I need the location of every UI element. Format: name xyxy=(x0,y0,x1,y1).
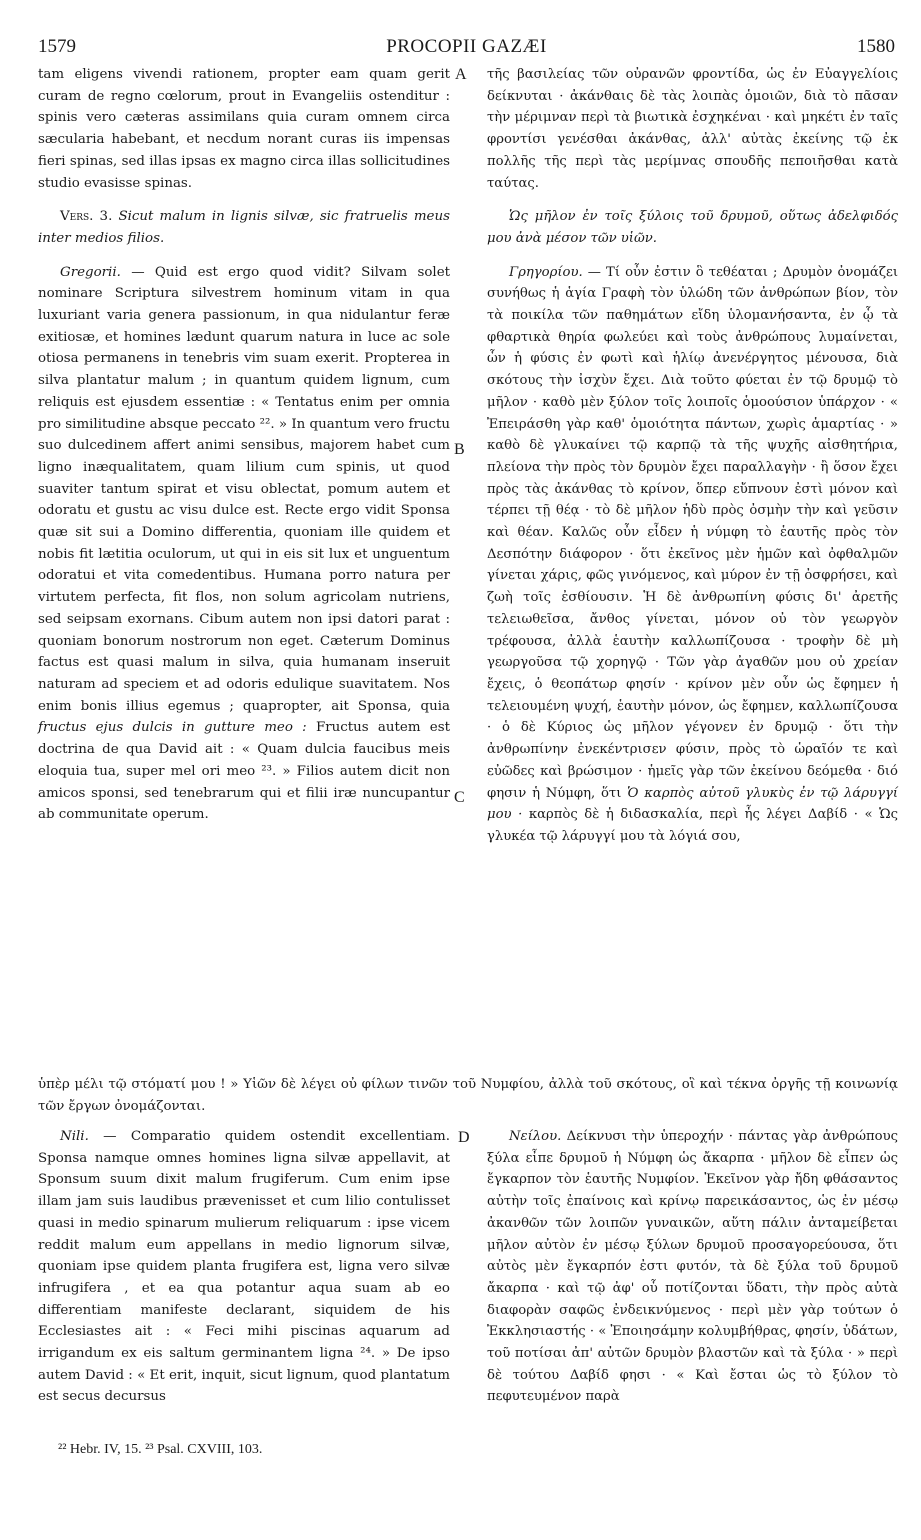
spanning-text: ὑπὲρ μέλι τῷ στόματί μου ! » Υἱῶν δὲ λέγει οὐ φίλων τινῶν τοῦ Νυμφίου, ἀλλὰ τοῦ σκότους, οἳ καὶ τέκνα ὀργῆς τῇ κοινωνίᾳ τῶν ἔργων ὀνομάζονται. xyxy=(38,1077,898,1114)
greek-column xyxy=(487,64,898,848)
margin-marker-d: D xyxy=(458,1129,470,1146)
page-title: PROCOPII GAZÆI xyxy=(386,36,547,57)
margin-marker-c: C xyxy=(454,789,465,806)
nili-label: Nili. xyxy=(60,1129,89,1144)
right-page-number: 1580 xyxy=(857,36,895,57)
neilou-label: Νείλου. xyxy=(509,1129,562,1144)
verse-text: Sicut malum in lignis silvæ, sic fratruelis meus inter medios filios. xyxy=(38,209,450,246)
margin-marker-b: B xyxy=(454,441,465,458)
gregorii-quote: fructus ejus dulcis in gutture meo : xyxy=(38,720,307,736)
margin-marker-a: A xyxy=(455,66,467,83)
gregoriou-label: Γρηγορίου. xyxy=(509,264,583,280)
greek-verse: Ὡς μῆλον ἐν τοῖς ξύλοις τοῦ δρυμοῦ, οὕτως ἀδελφιδός μου ἀνὰ μέσον τῶν υἱῶν. xyxy=(487,209,898,246)
gregoriou-text: — Τί οὖν ἐστιν ὃ τεθέαται ; Δρυμὸν ὀνομάζει συνήθως ἡ ἁγία Γραφὴ τὸν ὑλώδη τῶν ἀνθρώπων βίον, τὸν τὰ ποικίλα τῶν παθημάτων εἴδη ὑλομανήσαντα, ἐν ᾧ τὰ φθαρτικὰ θηρία φωλεύει καὶ τοὺς ἀνθρώπους λυμαίνεται, ὧν ἡ φύσις ἐν φωτὶ καὶ ἡλίῳ ἀνενέργητος μένουσα, διὰ σκότους τὴν ἰσχὺν ἔχει. Διὰ τοῦτο φύεται ἐν τῷ δρυμῷ τὸ μῆλον · καθὸ μὲν ξύλον τοῖς λοιποῖς ὁμοούσιον ὑπάρχον · « Ἐπειράσθη γὰρ καθ' ὁμοιότητα πάντων, χωρὶς ἁμαρτίας · » καθὸ δὲ γλυκαίνει τῷ καρπῷ τὰ τῆς ψυχῆς αἰσθητήρια, πλείονα τὴν πρὸς τὸν δρυμὸν ἔχει παραλλαγὴν · ἢ ὅσον ἔχει πρὸς τὰς ἀκάνθας τὸ κρίνον, ὅπερ εὔπνουν ἐστὶ μόνον καὶ τέρπει τῇ θέᾳ · τὸ δὲ μῆλον ἡδὺ πρὸς ὀσμὴν τὴν καὶ γεῦσιν καὶ θέαν. Καλῶς οὖν εἶδεν ἡ νύμφη τὸ ἑαυτῆς πρὸς τὸν Δεσπότην διάφορον · ὅτι ἐκεῖνος μὲν ἡμῶν καὶ ὀφθαλμῶν γίνεται χάρις, φῶς γινόμενος, καὶ μύρον ἐν τῇ ὀσφρήσει, καὶ ζωὴ τοῖς ἐσθίουσιν. Ἡ δὲ ἀνθρωπίνη φύσις δι' ἀρετῆς τελειωθεῖσα, ἄνθος γίνεται, μόνον οὐ τὸν γεωργὸν τρέφουσα, ἀλλὰ ἑαυτὴν καλλωπίζουσα · τροφὴν δὲ μὴ γεωργοῦσα τῷ χορηγῷ · Τῶν γὰρ ἀγαθῶν μου οὐ χρείαν ἔχεις, ὁ θεοπάτωρ φησίν · κρίνον μὲν οὖν ὡς ἔφημεν ἡ τελειουμένη ψυχή, ἑαυτὴν μόνον, ὡς ἔφημεν, καλλωπίζουσα · ὁ δὲ Κύριος ὡς μῆλον γέγονεν ἐν δρυμῷ · ὅτι τὴν ἀνθρωπίνην ἐνεκέντρισεν φύσιν, πρὸς τὸ ὡραῖόν τε καὶ εὐῶδες καὶ βρώσιμον · ἡμεῖς γὰρ τῶν ἐκείνου δεόμεθα · διό φησιν ἡ Νύμφη, ὅτι xyxy=(487,264,898,801)
left-page-number: 1579 xyxy=(38,36,76,57)
spanning-greek-line xyxy=(38,1074,898,1117)
gregorii-text: — Quid est ergo quod vidit? Silvam solet nominare Scriptura silvestrem hominum vitam in qua luxuriant varia genera passionum, in qua nidulantur feræ exitiosæ, et homines lædunt quarum natura in luce ac sole otiosa permanens in tenebris vim suam exerit. Propterea in silva plantatur malum ; in quantum quidem lignum, cum reliquis est ejusdem essentiæ : « Tentatus enim per omnia pro similitudine absque peccato ²². » In quantum vero fructu suo dulcedinem affert animi sensibus, majorem habet cum ligno inæqualitatem, quam lilium cum spinis, ut quod suaviter tantum spirat et visu oblectat, pomum autem et odoratu et gustu ac visu dulce est. Recte ergo vidit Sponsa quæ sit sui a Domino differentia, quoniam ille quidem et nobis fit lætitia oculorum, ut qui in eis sit lux et unguentum odoratui et vita comedentibus. Humana porro natura per virtutem perfecta, fit flos, non solum agricolam nutriens, sed seipsam exornans. Cibum autem non ipsi datori parat : quoniam bonorum nostrorum non eget. Cæterum Dominus factus est quasi malum in silva, quia humanam inseruit naturam ad speciem et ad odoris edulique suavitatem. Nos enim bonis illius egemus ; quapropter, ait Sponsa, quia xyxy=(38,264,450,714)
latin-nili xyxy=(38,1126,450,1408)
latin-nili-block xyxy=(38,1126,450,1408)
gregoriou-text-2: καρπὸς δὲ ἡ διδασκαλία, περὶ ἧς λέγει Δαβίδ · « Ὡς γλυκέα τῷ λάρυγγί μου τὰ λόγιά σου, xyxy=(487,807,898,844)
greek-gregoriou xyxy=(487,262,898,848)
gregorii-label: Gregorii. xyxy=(60,264,121,280)
greek-paragraph-1: τῆς βασιλείας τῶν οὐρανῶν φροντίδα, ὡς ἐν Εὐαγγελίοις δείκνυται · ἀκάνθαις δὲ τὰς λοιπὰς ὁμοιῶν, διὰ τὸ πᾶσαν τὴν μέριμναν περὶ τὰ βιωτικὰ ἐσχηκέναι · καὶ μηκέτι ἐν ταῖς φροντίσι γενέσθαι ἀκάνθας, ἀλλ' αὐτὰς ἐκείνης τῷ ἐκ πολλῆς τῆς περὶ τὰς μερίμνας σπουδῆς πεποιῆσθαι κατὰ ταύτας. xyxy=(487,67,898,191)
latin-gregorii xyxy=(38,262,450,826)
latin-verse xyxy=(38,206,450,249)
gregoriou-quote: Ὁ καρπὸς αὐτοῦ γλυκὺς ἐν τῷ λάρυγγί μου · xyxy=(487,785,899,823)
latin-paragraph-1: tam eligens vivendi rationem, propter eam quam gerit curam de regno cœlorum, prout in Evangeliis ostenditur : spinis vero cæteras assimilans quia curam omnem circa sæcularia habebant, et necdum norant curas iis impensas fieri spinas, sed illas ipsas ex magno circa illas sollicitudines studio evasisse spinas. xyxy=(38,67,450,191)
greek-neilou-block xyxy=(487,1126,898,1408)
running-header xyxy=(38,36,895,62)
nili-text: — Comparatio quidem ostendit excellentiam. Sponsa namque omnes homines ligna silvæ appellavit, at Sponsum suum dixit malum frugiferum. Cum enim ipse illam jam suis laudibus prævenisset et cum lilio contulisset quasi in medio spinarum mulierum reliquarum : ipse vicem reddit malum eum appellans in medio lignorum silvæ, quoniam ipse quidem planta frugifera est, ligna vero silvæ infrugifera , et ea qua potantur aqua suam ab eo differentiam manifeste declarant, siquidem de his Ecclesiastes ait : « Feci mihi piscinas aquarum ad irrigandum ex eis saltum germinantem ligna ²⁴. » De ipso autem David : « Et erit, inquit, sicut lignum, quod plantatum est secus decursus xyxy=(38,1129,450,1405)
greek-neilou xyxy=(487,1126,898,1408)
verse-label: Vers. 3. xyxy=(60,209,113,225)
gregorii-text-2: Fructus autem est doctrina de qua David ait : « Quam dulcia faucibus meis eloquia tua, super mel ori meo ²³. » Filios autem dicit non amicos sponsi, sed tenebrarum qui et filii iræ nuncupantur ab communitate operum. xyxy=(38,720,450,823)
neilou-text: Δείκνυσι τὴν ὑπεροχήν · πάντας γὰρ ἀνθρώπους ξύλα εἶπε δρυμοῦ ἡ Νύμφη ὡς ἄκαρπα · μῆλον δὲ εἶπεν ὡς ἔγκαρπον τὸν ἑαυτῆς Νυμφίον. Ἐκεῖνον γὰρ ἤδη φθάσαντος αὐτὴν τοῖς ἐπαίνοις καὶ κρίνῳ παρεικάσαντος, ὡς ἐν μέσῳ ἀκανθῶν τῶν λοιπῶν γυναικῶν, αὕτη πάλιν ἀνταμείβεται μῆλον αὐτὸν ἐν μέσῳ ξύλων δρυμοῦ προσαγορεύουσα, ὅτι αὐτὸς μὲν ἔγκαρπόν ἐστι φυτόν, τὰ δὲ ξύλα τοῦ δρυμοῦ ἄκαρπα · καὶ τῷ ἀφ' οὗ ποτίζονται ὕδατι, τὴν πρὸς αὐτὰ διαφορὰν σαφῶς ἐνδεικνύμενος · περὶ μὲν γὰρ τούτων ὁ Ἐκκλησιαστής · « Ἐποιησάμην κολυμβήθρας, φησίν, ὑδάτων, τοῦ ποτίσαι ἀπ' αὐτῶν δρυμὸν βλαστῶν καὶ τὰ ξύλα · » περὶ δὲ τούτου Δαβίδ φησι · « Καὶ ἔσται ὡς τὸ ξύλον τὸ πεφυτευμένον παρὰ xyxy=(487,1129,898,1405)
footnotes: ²² Hebr. IV, 15. ²³ Psal. CXVIII, 103. xyxy=(58,1442,263,1457)
latin-column xyxy=(38,64,450,826)
